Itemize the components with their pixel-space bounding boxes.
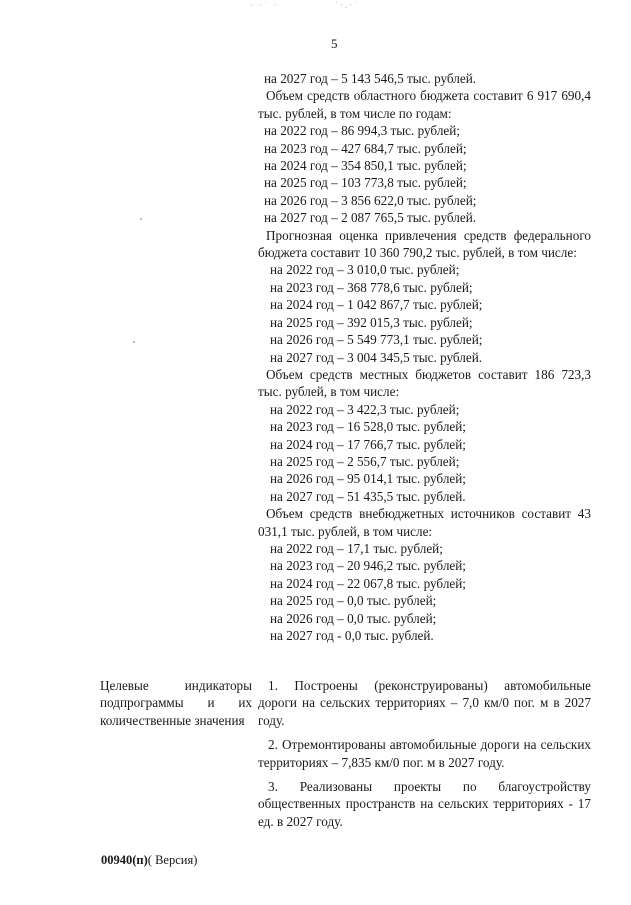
funding-line: на 2023 год – 20 946,2 тыс. рублей; — [270, 558, 466, 574]
scan-speck — [133, 341, 135, 343]
funding-line: на 2026 год – 0,0 тыс. рублей; — [270, 610, 437, 626]
indicators-label: Целевые индикаторы подпрограммы и их количественные значения — [100, 678, 252, 728]
funding-line: на 2027 год – 51 435,5 тыс. рублей. — [270, 488, 466, 504]
funding-line: на 2024 год – 22 067,8 тыс. рублей; — [270, 575, 466, 591]
funding-line: Объем средств областного бюджета составит 6 917 690,4 тыс. рублей, в том числе по годам: — [258, 88, 591, 121]
funding-line: на 2025 год – 392 015,3 тыс. рублей; — [270, 314, 473, 330]
funding-line: на 2023 год – 427 684,7 тыс. рублей; — [264, 140, 467, 156]
funding-line: на 2027 год – 3 004 345,5 тыс. рублей. — [270, 349, 483, 365]
funding-line: на 2022 год – 3 422,3 тыс. рублей; — [270, 401, 460, 417]
funding-line: на 2022 год – 17,1 тыс. рублей; — [270, 540, 443, 556]
funding-line: на 2024 год – 354 850,1 тыс. рублей; — [264, 158, 467, 174]
document-version: ( Версия) — [147, 853, 198, 867]
funding-line: на 2024 год – 1 042 867,7 тыс. рублей; — [270, 297, 483, 313]
indicator-item: 1. Построены (реконструированы) автомобильные дороги на сельских территориях – 7,0 км/0 пог. м в 2027 году. — [258, 678, 591, 728]
scan-artifact: ˙·.·˙ — [335, 0, 360, 10]
funding-line: на 2027 год – 2 087 765,5 тыс. рублей. — [264, 210, 477, 226]
document-footer — [101, 853, 197, 868]
funding-line: на 2025 год – 0,0 тыс. рублей; — [270, 593, 437, 609]
scan-speck — [140, 218, 142, 220]
funding-line: на 2023 год – 368 778,6 тыс. рублей; — [270, 279, 473, 295]
scan-artifact: · ·˙ · — [250, 0, 279, 10]
funding-line: на 2022 год – 86 994,3 тыс. рублей; — [264, 123, 460, 139]
funding-line: на 2025 год – 103 773,8 тыс. рублей; — [264, 175, 467, 191]
funding-section — [258, 70, 591, 644]
funding-line: на 2024 год – 17 766,7 тыс. рублей; — [270, 436, 466, 452]
page-number: 5 — [331, 36, 338, 51]
funding-line: Прогнозная оценка привлечения средств федерального бюджета составит 10 360 790,2 тыс. рублей, в том числе: — [258, 227, 591, 261]
indicator-item: 2. Отремонтированы автомобильные дороги на сельских территориях – 7,835 км/0 пог. м в 2027 году. — [258, 737, 591, 770]
funding-line: на 2027 год - 0,0 тыс. рублей. — [270, 628, 434, 643]
funding-line: на 2026 год – 95 014,1 тыс. рублей; — [270, 471, 466, 487]
funding-line: на 2023 год – 16 528,0 тыс. рублей; — [270, 419, 466, 435]
funding-line: на 2022 год – 3 010,0 тыс. рублей; — [270, 262, 460, 278]
funding-line: на 2026 год – 5 549 773,1 тыс. рублей; — [270, 332, 483, 348]
indicator-item: 3. Реализованы проекты по благоустройству общественных пространств на сельских территориях - 17 ед. в 2027 году. — [258, 779, 591, 829]
funding-line: на 2027 год – 5 143 546,5 тыс. рублей. — [264, 71, 477, 86]
funding-line: на 2025 год – 2 556,7 тыс. рублей; — [270, 453, 460, 469]
funding-line: Объем средств внебюджетных источников составит 43 031,1 тыс. рублей, в том числе: — [258, 506, 591, 539]
document-code: 00940(п) — [101, 853, 148, 867]
indicators-list — [258, 677, 591, 837]
funding-line: Объем средств местных бюджетов составит 186 723,3 тыс. рублей, в том числе: — [258, 366, 591, 400]
funding-line: на 2026 год – 3 856 622,0 тыс. рублей; — [264, 192, 477, 208]
